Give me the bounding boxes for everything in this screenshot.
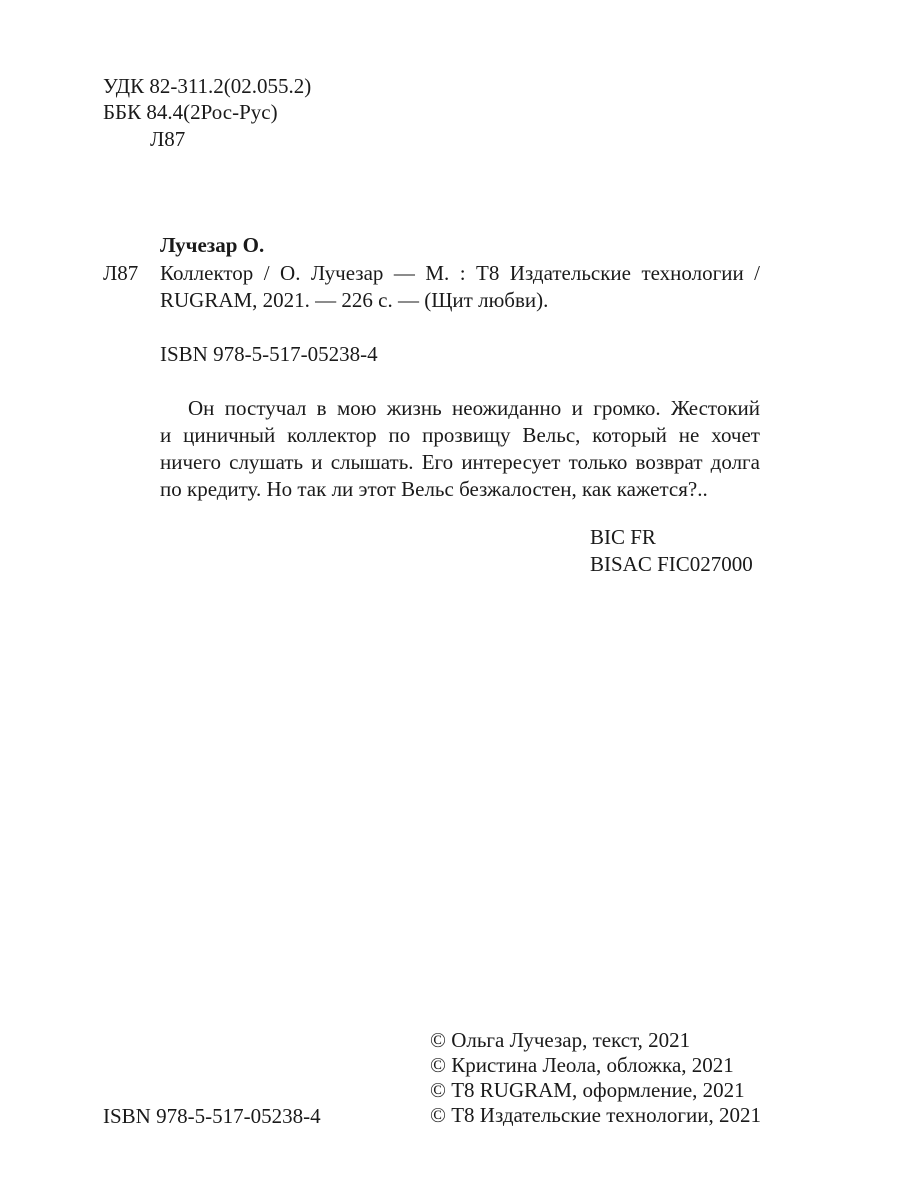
biblio-line: RUGRAM, 2021. — 226 с. — (Щит любви).	[160, 288, 549, 312]
isbn-record: ISBN 978-5-517-05238-4	[160, 342, 378, 366]
annotation-line: ничего слушать и слышать. Его интересует только возврат долга	[160, 450, 760, 474]
biblio-line: Коллектор / О. Лучезар — М. : Т8 Издательские технологии /	[160, 261, 760, 285]
copyright-line: © Т8 RUGRAM, оформление, 2021	[430, 1078, 745, 1102]
author-mark: Л87	[103, 261, 139, 285]
copyright-line: © Т8 Издательские технологии, 2021	[430, 1103, 761, 1127]
annotation-line: и циничный коллектор по прозвищу Вельс, который не хочет	[160, 423, 760, 447]
isbn-footer: ISBN 978-5-517-05238-4	[103, 1104, 321, 1128]
copyright-block	[430, 1028, 761, 1128]
copyright-line: © Кристина Леола, обложка, 2021	[430, 1053, 734, 1077]
bisac-code: BISAC FIC027000	[590, 552, 753, 576]
bbk-code: ББК 84.4(2Рос-Рус)	[103, 100, 278, 124]
annotation	[160, 395, 760, 503]
bic-code: BIC FR	[590, 525, 656, 549]
annotation-line: Он постучал в мою жизнь неожиданно и громко. Жестокий	[188, 396, 760, 420]
annotation-line: по кредиту. Но так ли этот Вельс безжалостен, как кажется?..	[160, 477, 708, 501]
author-heading: Лучезар О.	[160, 233, 265, 257]
bibliographic-description	[160, 260, 760, 314]
copyright-line: © Ольга Лучезар, текст, 2021	[430, 1028, 691, 1052]
author-mark-top: Л87	[150, 127, 186, 151]
udk-code: УДК 82-311.2(02.055.2)	[103, 74, 312, 98]
